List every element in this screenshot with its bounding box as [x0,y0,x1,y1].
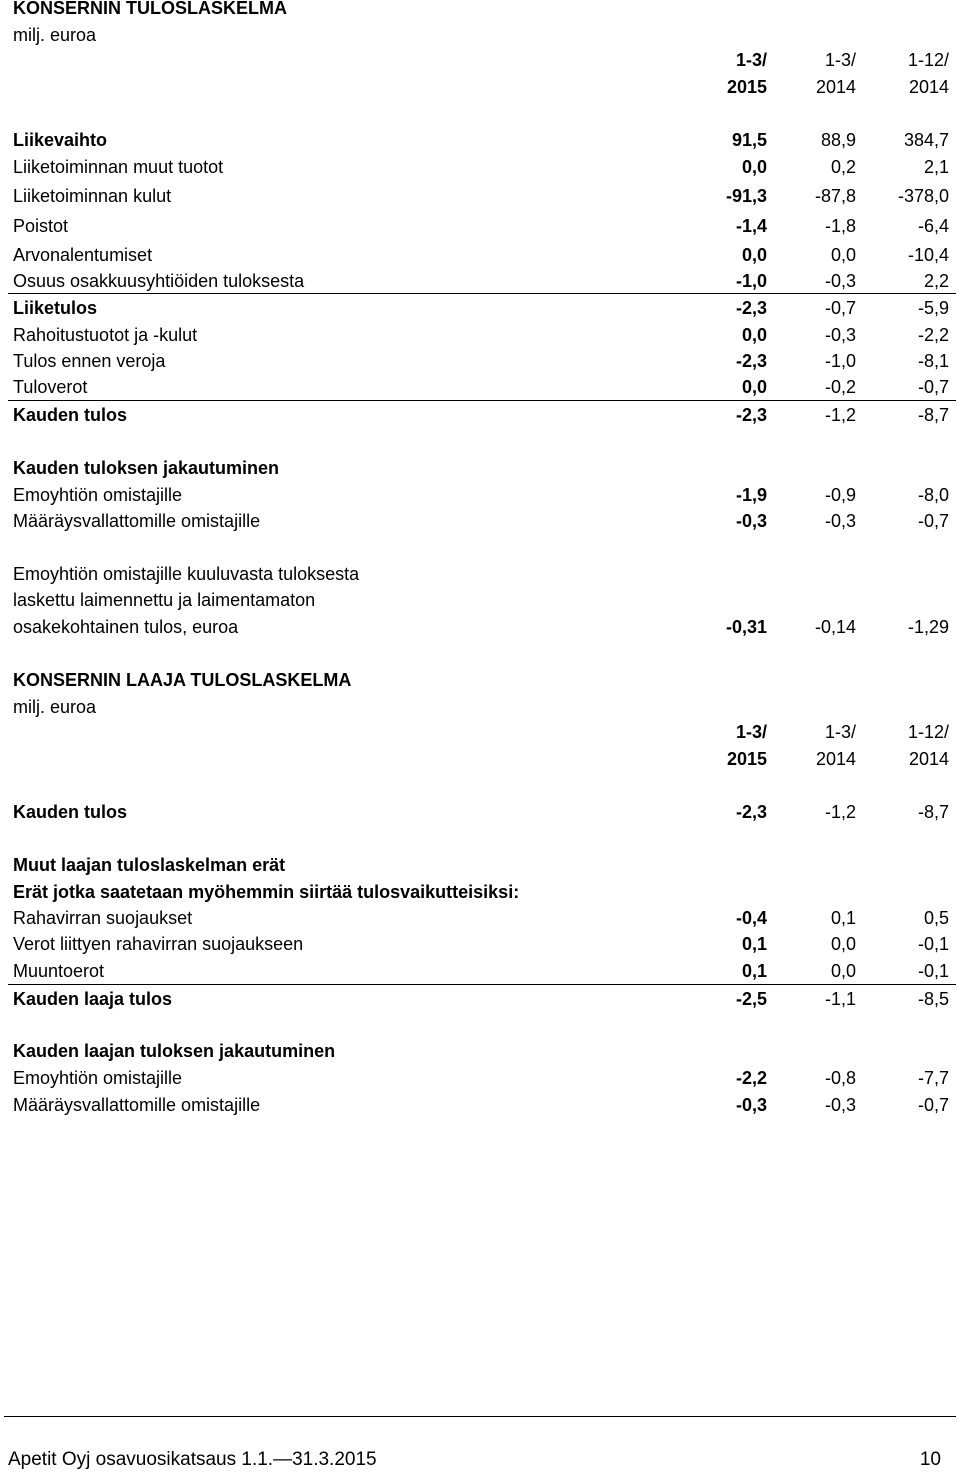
row-label: Verot liittyen rahavirran suojaukseen [13,934,304,954]
income-statement-unit [0,22,960,48]
row-kauden-tulos [0,402,960,428]
row-tulos-ennen-veroja [0,348,960,374]
value-fy-2014: 2,1 [923,157,949,177]
value-q1-2014: -0,3 [824,271,856,291]
value-q1-2014: -0,7 [824,298,856,318]
row-rahoitus [0,322,960,348]
row-label: Määräysvallattomille omistajille [13,1095,261,1115]
value-q1-2015: 0,1 [741,934,767,954]
period-1-line2: 2015 [726,749,767,769]
row-label: Määräysvallattomille omistajille [13,511,261,531]
section-title: KONSERNIN TULOSLASKELMA [13,0,287,18]
value-q1-2015: -2,3 [735,405,767,425]
row-osakkuusyhtiot [0,268,960,294]
value-q1-2014: -0,3 [824,325,856,345]
value-q1-2015: -0,3 [735,1095,767,1115]
row-maaraysvallattomat [0,508,960,534]
value-q1-2014: -87,8 [814,186,856,206]
value-q1-2015: -0,4 [735,908,767,928]
period-3-line1: 1-12/ [907,722,949,742]
period-2-line2: 2014 [815,77,856,97]
divider [8,293,956,294]
value-fy-2014: -378,0 [897,186,949,206]
value-q1-2015: -0,31 [725,617,767,637]
row-liikevaihto [0,127,960,153]
row-label: Tulos ennen veroja [13,351,166,371]
value-fy-2014: -0,7 [917,511,949,531]
value-q1-2014: -1,2 [824,405,856,425]
value-fy-2014: -8,5 [917,989,949,1009]
row-arvonalentumiset [0,242,960,268]
footer-title: Apetit Oyj osavuosikatsaus 1.1.—31.3.2015 [8,1449,377,1470]
eps-line-2 [0,587,960,613]
value-fy-2014: -5,9 [917,298,949,318]
value-fy-2014: 0,5 [923,908,949,928]
row-label: Tuloverot [13,377,88,397]
period-3-line2: 2014 [908,77,949,97]
row-label: Kauden laaja tulos [13,989,173,1009]
period-header-line1 [0,47,960,73]
period-1-line1: 1-3/ [735,722,767,742]
row-label: Rahavirran suojaukset [13,908,193,928]
value-q1-2014: 0,0 [830,934,856,954]
row-poistot [0,213,960,239]
row-verot-suojaukseen [0,931,960,957]
value-fy-2014: -10,4 [907,245,949,265]
value-fy-2014: -1,29 [907,617,949,637]
value-q1-2015: -2,5 [735,989,767,1009]
value-fy-2014: -6,4 [917,216,949,236]
row-comp-maaraysvallattomat [0,1092,960,1118]
period-1-line1: 1-3/ [735,50,767,70]
value-fy-2014: 384,7 [903,130,949,150]
value-q1-2014: 0,0 [830,961,856,981]
value-q1-2014: -1,0 [824,351,856,371]
value-fy-2014: -2,2 [917,325,949,345]
value-q1-2014: 0,1 [830,908,856,928]
value-q1-2015: 0,0 [741,325,767,345]
eps-label-line: osakekohtainen tulos, euroa [13,617,239,637]
footer-divider [4,1416,956,1417]
value-q1-2015: 0,0 [741,245,767,265]
eps-label-line: laskettu laimennettu ja laimentamaton [13,590,316,610]
value-q1-2014: 88,9 [820,130,856,150]
period-2-line2: 2014 [815,749,856,769]
value-fy-2014: -8,7 [917,405,949,425]
row-muut-tuotot [0,154,960,180]
row-label: Kauden tulos [13,802,128,822]
value-q1-2014: -0,8 [824,1068,856,1088]
comprehensive-unit [0,694,960,720]
row-kulut [0,183,960,209]
row-label: Liikevaihto [13,130,108,150]
value-q1-2015: 0,0 [741,377,767,397]
value-q1-2015: -1,9 [735,485,767,505]
comp-period-header-line1 [0,719,960,745]
row-label: Liiketoiminnan muut tuotot [13,157,224,177]
income-statement-title [0,0,960,21]
value-fy-2014: -7,7 [917,1068,949,1088]
value-q1-2014: -0,9 [824,485,856,505]
period-2-line1: 1-3/ [824,50,856,70]
section-heading: Kauden laajan tuloksen jakautuminen [13,1041,336,1061]
row-label: Emoyhtiön omistajille [13,485,183,505]
period-1-line2: 2015 [726,77,767,97]
value-fy-2014: -8,1 [917,351,949,371]
value-q1-2015: 91,5 [731,130,767,150]
value-fy-2014: -8,7 [917,802,949,822]
row-label: Rahoitustuotot ja -kulut [13,325,198,345]
period-header-line2 [0,74,960,100]
value-fy-2014: 2,2 [923,271,949,291]
value-q1-2014: 0,0 [830,245,856,265]
value-fy-2014: -0,1 [917,961,949,981]
value-fy-2014: -0,1 [917,934,949,954]
value-fy-2014: -0,7 [917,1095,949,1115]
row-comp-emoyhtio [0,1065,960,1091]
section-heading: Kauden tuloksen jakautuminen [13,458,280,478]
divider [8,400,956,401]
row-label: Poistot [13,216,69,236]
unit-label: milj. euroa [13,697,97,717]
row-label: Muuntoerot [13,961,105,981]
row-emoyhtio [0,482,960,508]
value-q1-2014: -0,2 [824,377,856,397]
oci-subheading [0,879,960,905]
value-q1-2015: -0,3 [735,511,767,531]
value-q1-2014: 0,2 [830,157,856,177]
value-q1-2014: -0,14 [814,617,856,637]
comp-period-header-line2 [0,746,960,772]
value-q1-2014: -0,3 [824,1095,856,1115]
unit-label: milj. euroa [13,25,97,45]
page-number: 10 [919,1449,941,1470]
row-label: Kauden tulos [13,405,128,425]
divider [8,984,956,985]
row-comp-kauden-tulos [0,799,960,825]
comprehensive-title [0,667,960,693]
row-label: Liiketulos [13,298,98,318]
row-label: Arvonalentumiset [13,245,153,265]
value-q1-2014: -0,3 [824,511,856,531]
row-label: Osuus osakkuusyhtiöiden tuloksesta [13,271,305,291]
comp-distribution-heading [0,1038,960,1064]
row-liiketulos [0,295,960,321]
row-label: Liiketoiminnan kulut [13,186,172,206]
value-q1-2015: -2,2 [735,1068,767,1088]
value-q1-2014: -1,1 [824,989,856,1009]
value-q1-2015: -2,3 [735,298,767,318]
oci-heading [0,852,960,878]
value-q1-2015: -2,3 [735,351,767,371]
value-q1-2015: -1,4 [735,216,767,236]
value-q1-2014: -1,2 [824,802,856,822]
period-2-line1: 1-3/ [824,722,856,742]
row-kauden-laaja-tulos [0,986,960,1012]
row-eps [0,614,960,640]
value-q1-2015: 0,0 [741,157,767,177]
section-title: KONSERNIN LAAJA TULOSLASKELMA [13,670,352,690]
distribution-heading [0,455,960,481]
value-fy-2014: -8,0 [917,485,949,505]
section-heading: Muut laajan tuloslaskelman erät [13,855,286,875]
value-q1-2015: -2,3 [735,802,767,822]
value-q1-2015: -1,0 [735,271,767,291]
row-label: Emoyhtiön omistajille [13,1068,183,1088]
value-q1-2015: 0,1 [741,961,767,981]
row-rahavirran-suojaukset [0,905,960,931]
value-fy-2014: -0,7 [917,377,949,397]
row-tuloverot [0,374,960,400]
value-q1-2015: -91,3 [725,186,767,206]
section-subheading: Erät jotka saatetaan myöhemmin siirtää tulosvaikutteisiksi: [13,882,520,902]
value-q1-2014: -1,8 [824,216,856,236]
eps-line-1 [0,561,960,587]
period-3-line2: 2014 [908,749,949,769]
row-muuntoerot [0,958,960,984]
eps-label-line: Emoyhtiön omistajille kuuluvasta tuloksesta [13,564,360,584]
period-3-line1: 1-12/ [907,50,949,70]
